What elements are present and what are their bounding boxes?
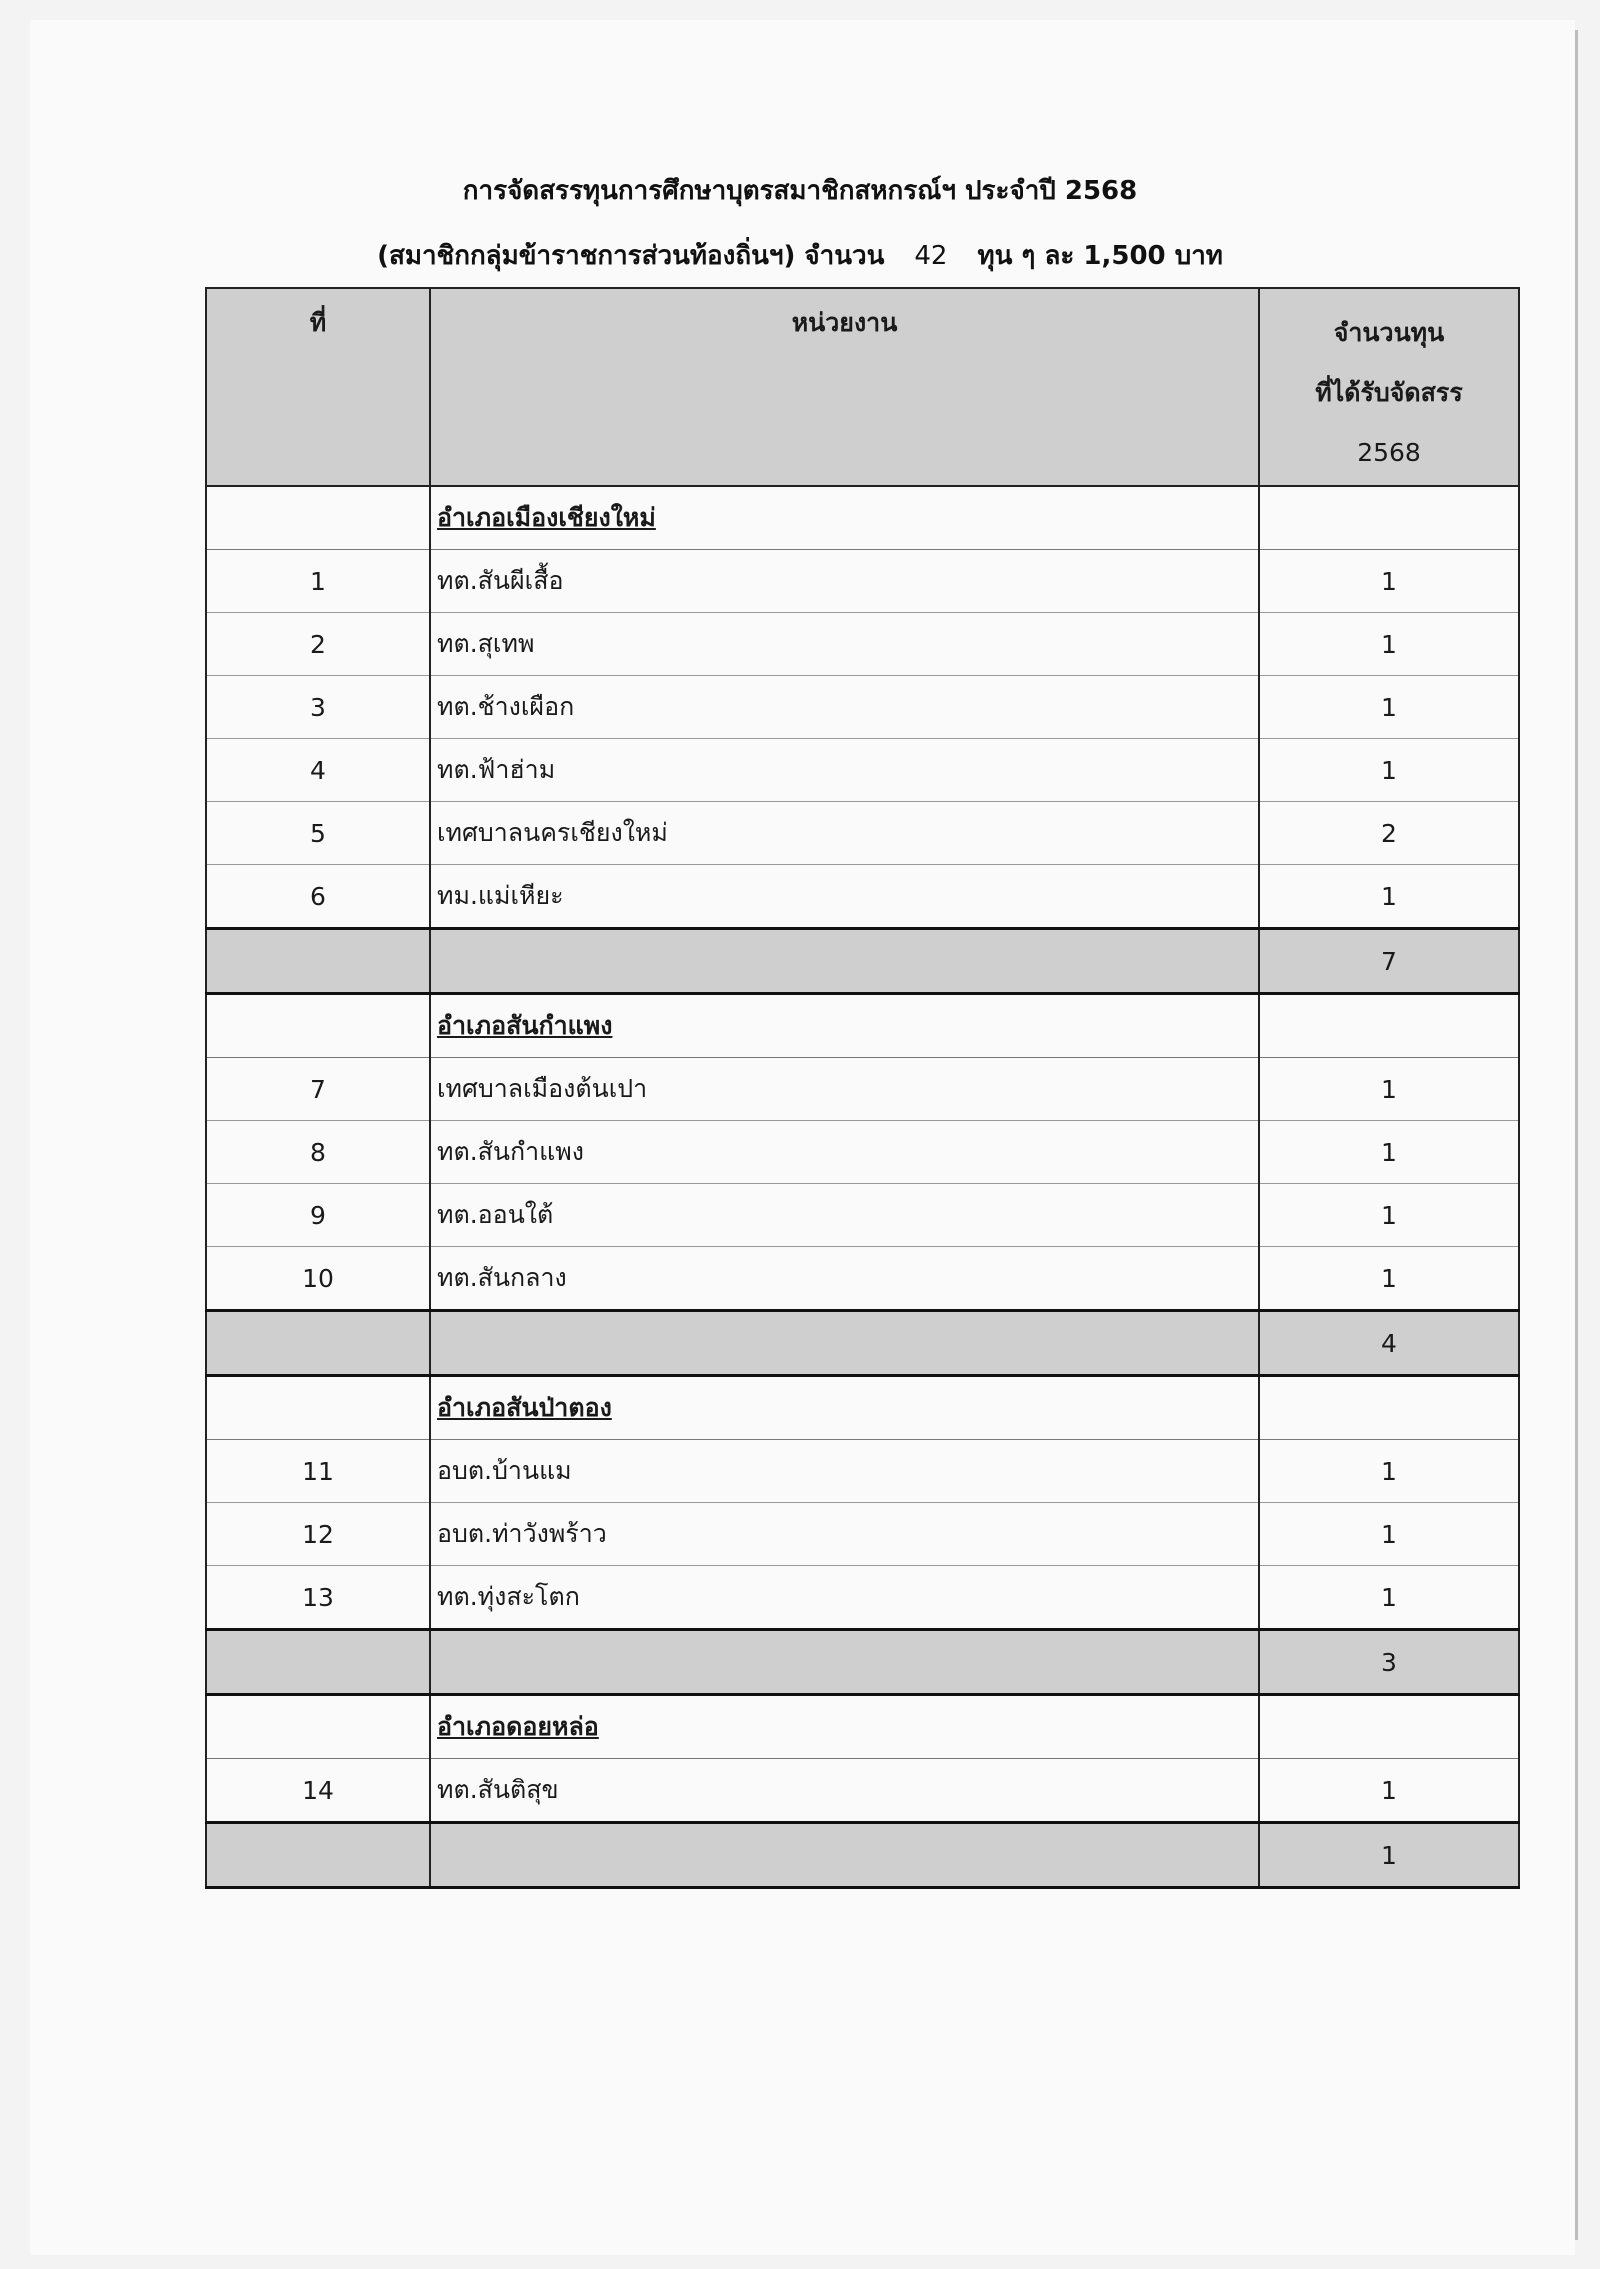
- table-row: [206, 1184, 1519, 1247]
- district-no-cell: [206, 1376, 430, 1440]
- row-number: 12: [206, 1503, 430, 1566]
- district-row: [206, 1376, 1519, 1440]
- row-count: 1: [1259, 676, 1519, 739]
- row-unit: ทต.สันผีเสื้อ: [430, 550, 1259, 613]
- row-count: 1: [1259, 865, 1519, 929]
- header-no: ที่: [206, 288, 430, 486]
- title-line-1: การจัดสรรทุนการศึกษาบุตรสมาชิกสหกรณ์ฯ ประจำปี 2568: [462, 176, 1138, 206]
- row-number: 6: [206, 865, 430, 929]
- row-count: 1: [1259, 739, 1519, 802]
- document-subtitle: [0, 235, 1600, 276]
- scan-edge-shadow: [1575, 30, 1578, 2240]
- row-unit: ทต.ทุ่งสะโตก: [430, 1566, 1259, 1630]
- subtotal-unit-cell: [430, 1630, 1259, 1695]
- row-count: 1: [1259, 1759, 1519, 1823]
- subtotal-count: 7: [1259, 929, 1519, 994]
- header-count-year: 2568: [1357, 438, 1421, 467]
- title-line-2-part-1: (สมาชิกกลุ่มข้าราชการส่วนท้องถิ่นฯ) จำนวน: [377, 241, 885, 271]
- subtotal-row: [206, 1823, 1519, 1888]
- row-number: 10: [206, 1247, 430, 1311]
- header-unit: หน่วยงาน: [430, 288, 1259, 486]
- header-count-line-1: จำนวนทุน: [1333, 318, 1445, 347]
- table-row: [206, 1503, 1519, 1566]
- subtotal-count: 1: [1259, 1823, 1519, 1888]
- subtotal-count: 4: [1259, 1311, 1519, 1376]
- header-count: [1259, 288, 1519, 486]
- row-count: 1: [1259, 1440, 1519, 1503]
- table-header-row: [206, 288, 1519, 486]
- district-name: อำเภอดอยหล่อ: [430, 1695, 1259, 1759]
- district-name: อำเภอเมืองเชียงใหม่: [430, 486, 1259, 550]
- row-unit: อบต.ท่าวังพร้าว: [430, 1503, 1259, 1566]
- subtotal-no-cell: [206, 1823, 430, 1888]
- district-no-cell: [206, 994, 430, 1058]
- district-name: อำเภอสันกำแพง: [430, 994, 1259, 1058]
- row-number: 9: [206, 1184, 430, 1247]
- row-unit: ทต.สุเทพ: [430, 613, 1259, 676]
- district-count-cell: [1259, 486, 1519, 550]
- row-count: 1: [1259, 613, 1519, 676]
- row-count: 1: [1259, 1503, 1519, 1566]
- table-row: [206, 1566, 1519, 1630]
- table-row: [206, 865, 1519, 929]
- row-count: 1: [1259, 1247, 1519, 1311]
- row-number: 7: [206, 1058, 430, 1121]
- row-unit: ทต.ออนใต้: [430, 1184, 1259, 1247]
- table-row: [206, 1440, 1519, 1503]
- row-number: 4: [206, 739, 430, 802]
- table-row: [206, 1058, 1519, 1121]
- row-unit: ทต.สันกำแพง: [430, 1121, 1259, 1184]
- table-row: [206, 1121, 1519, 1184]
- table-body: [206, 486, 1519, 1888]
- table-row: [206, 739, 1519, 802]
- row-count: 1: [1259, 1058, 1519, 1121]
- subtotal-unit-cell: [430, 1823, 1259, 1888]
- row-unit: ทต.ช้างเผือก: [430, 676, 1259, 739]
- row-number: 8: [206, 1121, 430, 1184]
- row-number: 3: [206, 676, 430, 739]
- allocation-table: [205, 287, 1520, 1889]
- subtotal-unit-cell: [430, 929, 1259, 994]
- subtotal-no-cell: [206, 929, 430, 994]
- row-count: 1: [1259, 1566, 1519, 1630]
- subtotal-row: [206, 1311, 1519, 1376]
- district-row: [206, 994, 1519, 1058]
- subtotal-unit-cell: [430, 1311, 1259, 1376]
- row-count: 1: [1259, 550, 1519, 613]
- subtotal-row: [206, 1630, 1519, 1695]
- table-row: [206, 1759, 1519, 1823]
- district-name: อำเภอสันป่าตอง: [430, 1376, 1259, 1440]
- row-count: 1: [1259, 1121, 1519, 1184]
- row-unit: ทต.สันติสุข: [430, 1759, 1259, 1823]
- row-unit: ทม.แม่เหียะ: [430, 865, 1259, 929]
- row-unit: เทศบาลเมืองต้นเปา: [430, 1058, 1259, 1121]
- row-number: 11: [206, 1440, 430, 1503]
- row-number: 1: [206, 550, 430, 613]
- row-number: 5: [206, 802, 430, 865]
- row-number: 14: [206, 1759, 430, 1823]
- table-row: [206, 676, 1519, 739]
- district-count-cell: [1259, 994, 1519, 1058]
- subtotal-count: 3: [1259, 1630, 1519, 1695]
- row-number: 2: [206, 613, 430, 676]
- row-unit: อบต.บ้านแม: [430, 1440, 1259, 1503]
- row-unit: ทต.ฟ้าฮ่าม: [430, 739, 1259, 802]
- subtotal-no-cell: [206, 1311, 430, 1376]
- district-count-cell: [1259, 1695, 1519, 1759]
- subtotal-no-cell: [206, 1630, 430, 1695]
- row-unit: เทศบาลนครเชียงใหม่: [430, 802, 1259, 865]
- row-count: 1: [1259, 1184, 1519, 1247]
- row-number: 13: [206, 1566, 430, 1630]
- title-line-2-part-2: ทุน ๆ ละ 1,500 บาท: [977, 241, 1223, 271]
- subtotal-row: [206, 929, 1519, 994]
- row-count: 2: [1259, 802, 1519, 865]
- table-row: [206, 613, 1519, 676]
- district-no-cell: [206, 1695, 430, 1759]
- scholarship-total-count: 42: [914, 241, 948, 271]
- district-row: [206, 486, 1519, 550]
- district-no-cell: [206, 486, 430, 550]
- district-row: [206, 1695, 1519, 1759]
- table-row: [206, 1247, 1519, 1311]
- district-count-cell: [1259, 1376, 1519, 1440]
- header-count-line-2: ที่ได้รับจัดสรร: [1315, 378, 1463, 407]
- table-row: [206, 550, 1519, 613]
- document-title: [0, 170, 1600, 211]
- row-unit: ทต.สันกลาง: [430, 1247, 1259, 1311]
- table-row: [206, 802, 1519, 865]
